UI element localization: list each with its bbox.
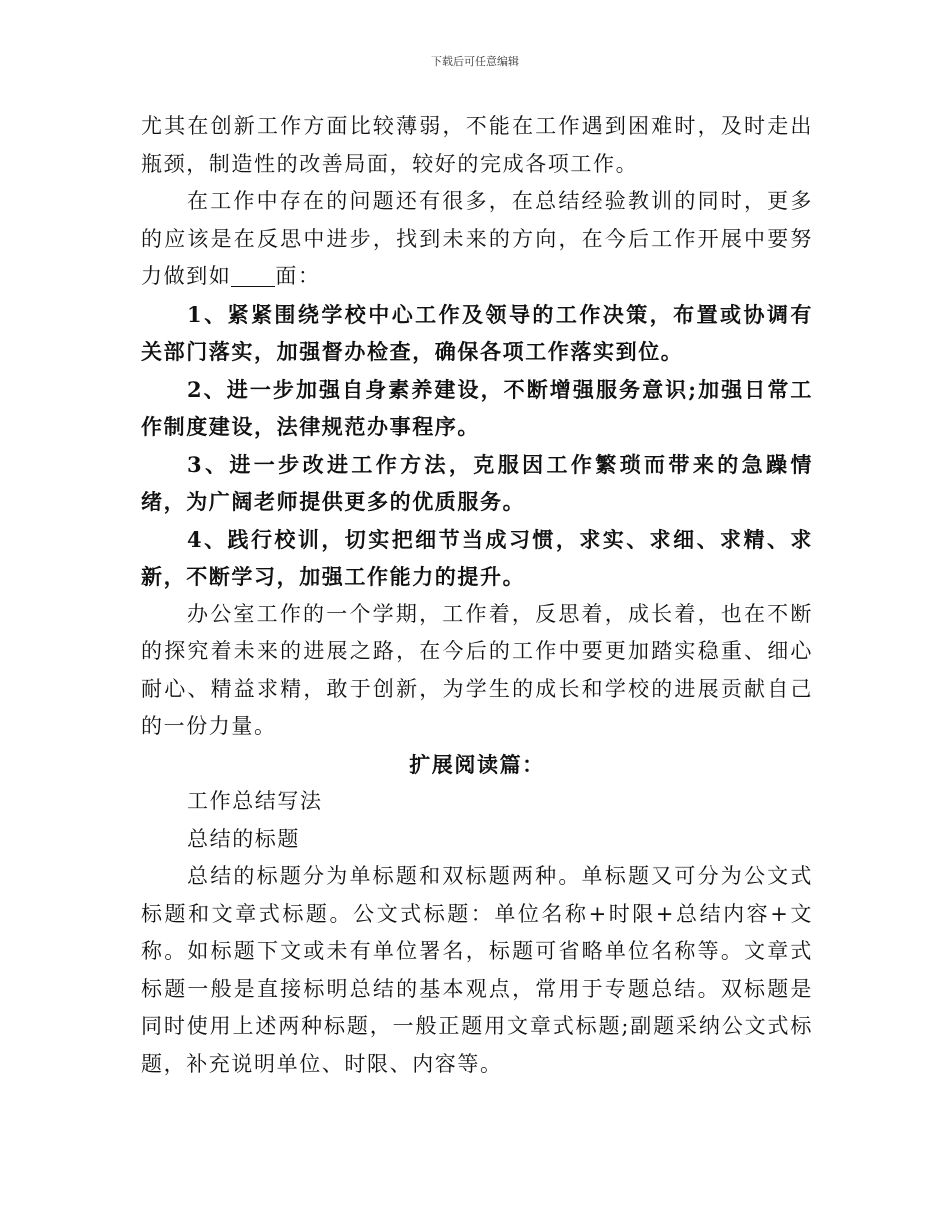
list-item-2: 2、进一步加强自身素养建设，不断增强服务意识;加强日常工作制度建设，法律规范办事程序。 (141, 376, 813, 439)
blank-underline (231, 265, 275, 287)
paragraph-summary: 办公室工作的一个学期，工作着，反思着，成长着，也在不断的探究着未来的进展之路，在今后的工作中要更加踏实稳重、细心耐心、精益求精，敢于创新，为学生的成长和学校的进展贡献自己的一份力量。 (141, 601, 813, 738)
list-item-1: 1、紧紧围绕学校中心工作及领导的工作决策，布置或协调有关部门落实，加强督办检查，确保各项工作落实到位。 (141, 301, 813, 364)
subheading-title: 总结的标题 (187, 826, 300, 851)
subheading-writing-method: 工作总结写法 (187, 789, 323, 813)
list-item-4: 4、践行校训，切实把细节当成习惯，求实、求细、求精、求新，不断学习，加强工作能力的提升。 (141, 526, 813, 589)
list-item-3: 3、进一步改进工作方法，克服因工作繁琐而带来的急躁情绪，为广阔老师提供更多的优质服务。 (141, 451, 813, 514)
paragraph-title-types: 总结的标题分为单标题和双标题两种。单标题又可分为公文式标题和文章式标题。公文式标题：单位名称+时限+总结内容+文称。如标题下文或未有单位署名，标题可省略单位名称等。文章式标题一般是直接标明总结的基本观点，常用于专题总结。双标题是同时使用上述两种标题，一般正题用文章式标题;副题采纳公文式标题，补充说明单位、时限、内容等。 (141, 864, 813, 1076)
paragraph-problems (141, 183, 813, 296)
paragraph-problems-end: 面： (275, 264, 321, 288)
page-header: 下载后可任意编辑 (431, 55, 519, 68)
paragraph-continued: 尤其在创新工作方面比较薄弱，不能在工作遇到困难时，及时走出瓶颈，制造性的改善局面，较好的完成各项工作。 (141, 114, 813, 176)
section-title: 扩展阅读篇： (409, 751, 545, 777)
paragraph-problems-text: 在工作中存在的问题还有很多，在总结经验教训的同时，更多的应该是在反思中进步，找到未来的方向，在今后工作开展中要努力做到如 (141, 189, 813, 288)
document-body (141, 108, 813, 1083)
